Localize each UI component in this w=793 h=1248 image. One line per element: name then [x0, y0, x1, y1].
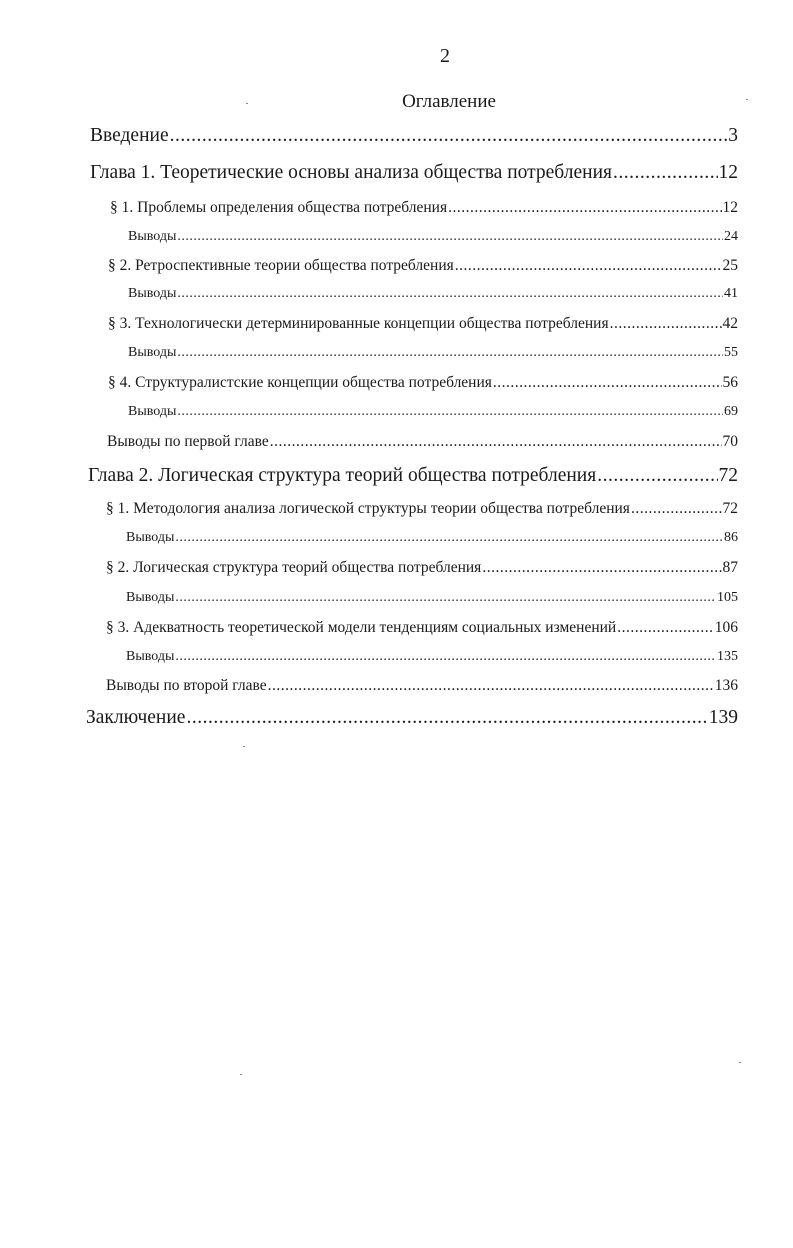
toc-entry-ch1-s4-conclusions[interactable] — [128, 404, 738, 420]
toc-entry-page: 69 — [724, 404, 738, 419]
toc-entry-label: § 1. Методология анализа логической структуры теории общества потребления — [106, 500, 630, 517]
toc-entry-label: Введение — [90, 125, 169, 146]
toc-entry-label: Выводы — [128, 404, 177, 419]
toc-leader-dots — [175, 590, 716, 606]
toc-entry-page: 72 — [722, 500, 738, 517]
toc-entry-label: Глава 1. Теоретические основы анализа общества потребления — [90, 162, 612, 183]
toc-entry-ch1-section-3[interactable] — [108, 315, 738, 333]
toc-entry-label: Выводы — [128, 229, 177, 244]
toc-entry-page: 72 — [718, 465, 738, 486]
scan-speck — [243, 746, 245, 747]
toc-entry-page: 87 — [722, 559, 738, 576]
toc-entry-page: 139 — [708, 707, 738, 728]
toc-entry-page: 12 — [722, 199, 738, 216]
toc-leader-dots — [617, 619, 714, 637]
toc-leader-dots — [493, 374, 722, 392]
toc-leader-dots — [177, 345, 723, 361]
toc-entry-ch2-section-1[interactable] — [106, 500, 738, 518]
toc-entry-label: Выводы — [128, 345, 177, 360]
toc-entry-label: Заключение — [86, 707, 186, 728]
toc-entry-ch1-s3-conclusions[interactable] — [128, 345, 738, 361]
toc-entry-conclusion[interactable] — [86, 707, 738, 729]
toc-entry-label: § 2. Логическая структура теорий общества потребления — [106, 559, 482, 576]
toc-leader-dots — [175, 649, 716, 665]
toc-entry-chapter-1[interactable] — [90, 162, 738, 184]
toc-leader-dots — [597, 465, 717, 487]
toc-entry-page: 42 — [722, 315, 738, 332]
scan-speck — [246, 103, 248, 104]
toc-entry-ch1-section-2[interactable] — [108, 257, 738, 275]
toc-leader-dots — [455, 257, 722, 275]
toc-entry-ch2-s3-conclusions[interactable] — [126, 649, 738, 665]
toc-entry-label: Выводы — [126, 530, 175, 545]
toc-title: Оглавление — [402, 91, 496, 112]
toc-entry-label: Глава 2. Логическая структура теорий общества потребления — [88, 465, 597, 486]
scan-speck — [240, 1074, 242, 1075]
toc-entry-page: 3 — [728, 125, 738, 146]
toc-entry-label: Выводы — [126, 590, 175, 605]
toc-leader-dots — [177, 229, 723, 245]
toc-entry-label: § 2. Ретроспективные теории общества потребления — [108, 257, 454, 274]
toc-entry-page: 12 — [718, 162, 738, 183]
toc-entry-chapter-2-conclusions[interactable] — [106, 677, 738, 695]
toc-entry-ch1-section-4[interactable] — [108, 374, 738, 392]
toc-entry-ch1-section-1[interactable] — [110, 199, 738, 217]
toc-entry-label: § 1. Проблемы определения общества потребления — [110, 199, 448, 216]
toc-entry-label: § 3. Адекватность теоретической модели тенденциям социальных изменений — [106, 619, 617, 636]
toc-entry-page: 41 — [724, 286, 738, 301]
toc-leader-dots — [186, 707, 707, 729]
toc-entry-chapter-1-conclusions[interactable] — [107, 433, 738, 451]
toc-leader-dots — [631, 500, 722, 518]
toc-entry-label: Выводы по первой главе — [107, 433, 269, 450]
toc-leader-dots — [613, 162, 718, 184]
toc-entry-ch1-s1-conclusions[interactable] — [128, 229, 738, 245]
toc-entry-chapter-2[interactable] — [88, 465, 738, 487]
toc-entry-page: 135 — [717, 649, 738, 664]
toc-entry-page: 55 — [724, 345, 738, 360]
toc-entry-ch2-section-3[interactable] — [106, 619, 738, 637]
toc-entry-page: 70 — [722, 433, 738, 450]
toc-leader-dots — [448, 199, 721, 217]
toc-leader-dots — [482, 559, 721, 577]
toc-entry-page: 106 — [714, 619, 738, 636]
toc-entry-ch2-section-2[interactable] — [106, 559, 738, 577]
toc-entry-introduction[interactable] — [90, 125, 738, 147]
toc-entry-ch1-s2-conclusions[interactable] — [128, 286, 738, 302]
toc-leader-dots — [170, 125, 728, 147]
scan-speck — [746, 99, 748, 100]
toc-entry-page: 136 — [714, 677, 738, 694]
scan-speck — [739, 1062, 741, 1063]
toc-leader-dots — [177, 286, 723, 302]
toc-leader-dots — [175, 530, 723, 546]
toc-entry-label: Выводы — [126, 649, 175, 664]
toc-entry-ch2-s2-conclusions[interactable] — [126, 590, 738, 606]
toc-leader-dots — [268, 677, 714, 695]
page-number: 2 — [440, 45, 450, 67]
toc-entry-label: § 4. Структуралистские концепции общества потребления — [108, 374, 492, 391]
toc-entry-label: Выводы по второй главе — [106, 677, 267, 694]
toc-leader-dots — [610, 315, 722, 333]
toc-entry-page: 86 — [724, 530, 738, 545]
toc-entry-label: § 3. Технологически детерминированные концепции общества потребления — [108, 315, 609, 332]
toc-entry-page: 24 — [724, 229, 738, 244]
toc-entry-page: 105 — [717, 590, 738, 605]
toc-entry-label: Выводы — [128, 286, 177, 301]
toc-entry-page: 56 — [722, 374, 738, 391]
toc-entry-page: 25 — [722, 257, 738, 274]
toc-leader-dots — [270, 433, 722, 451]
toc-leader-dots — [177, 404, 723, 420]
toc-entry-ch2-s1-conclusions[interactable] — [126, 530, 738, 546]
